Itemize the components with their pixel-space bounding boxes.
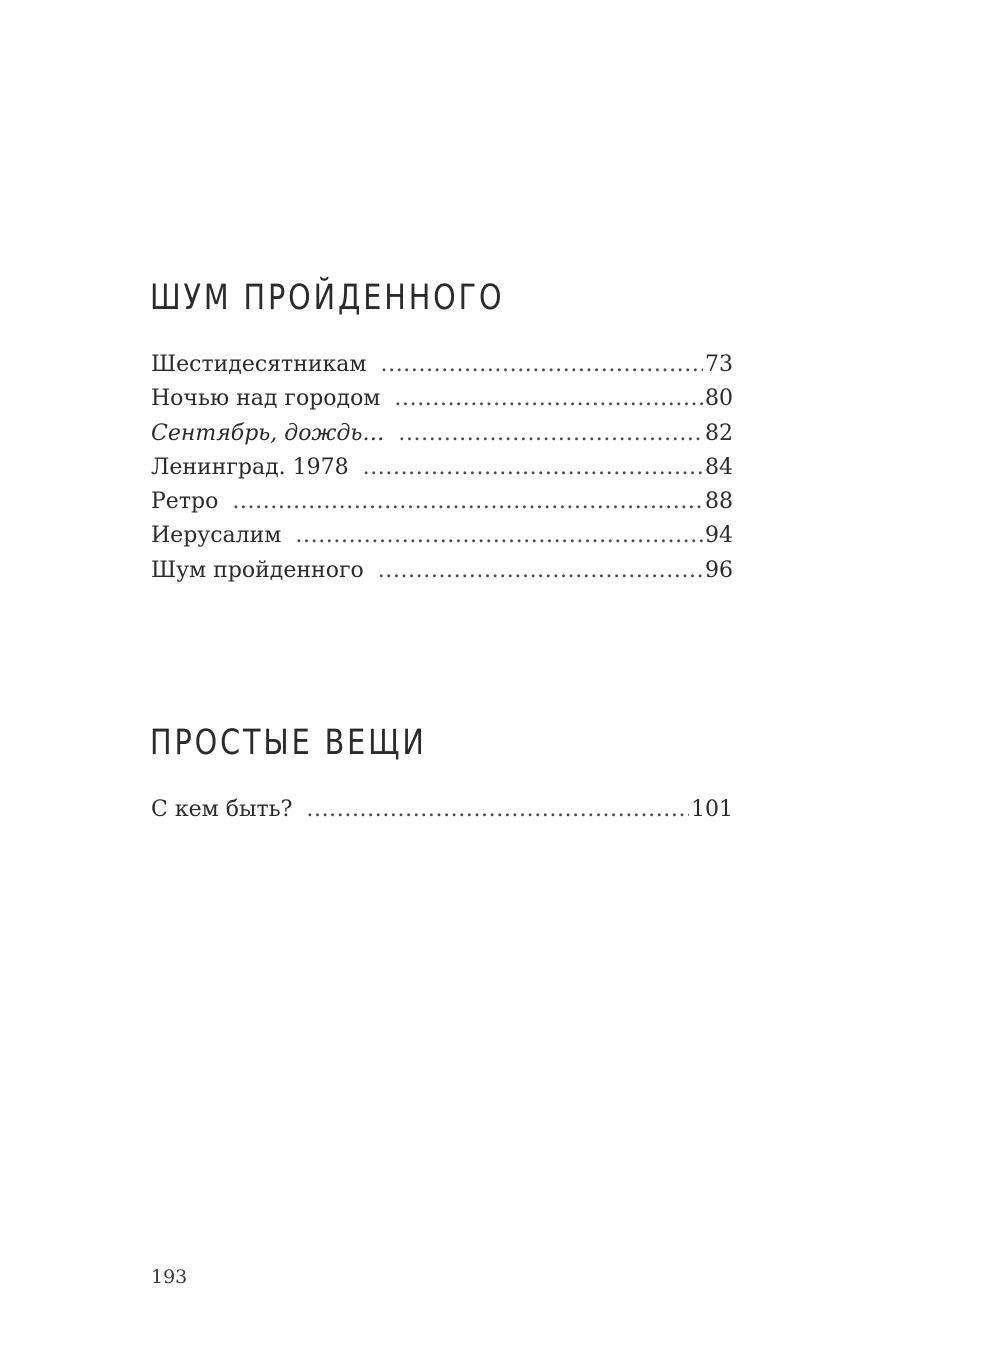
dot-leader: [306, 797, 689, 822]
toc-entry: [151, 558, 733, 592]
entry-title: Ретро: [151, 489, 219, 515]
toc-entry: [151, 352, 733, 386]
dot-leader: [378, 558, 703, 583]
entry-title: Сентябрь, дождь…: [151, 420, 385, 446]
dot-leader: [398, 421, 703, 446]
dot-leader: [394, 386, 703, 411]
entry-title: Ночью над городом: [151, 386, 381, 412]
section-title: ШУМ ПРОЙДЕННОГО: [150, 278, 505, 318]
toc-entry: [151, 523, 733, 557]
toc-entry: [151, 489, 733, 523]
entry-page-number: 82: [705, 420, 733, 446]
entry-page-number: 96: [705, 557, 733, 583]
dot-leader: [232, 489, 703, 514]
toc-entry: [151, 386, 733, 420]
entry-title: Ленинград. 1978: [151, 454, 349, 480]
page-number: 193: [151, 1266, 188, 1288]
entry-title: Шестидесятникам: [151, 352, 367, 377]
entry-title: Иерусалим: [151, 523, 282, 549]
entry-title: С кем быть?: [151, 797, 293, 822]
entry-page-number: 80: [705, 386, 733, 412]
dot-leader: [295, 523, 703, 548]
entry-page-number: 94: [705, 523, 733, 549]
entry-page-number: 73: [705, 352, 733, 377]
toc-list: [151, 797, 733, 831]
dot-leader: [381, 352, 703, 377]
entry-page-number: 88: [705, 489, 733, 515]
toc-entry: [151, 421, 733, 455]
section-title: ПРОСТЫЕ ВЕЩИ: [150, 723, 427, 763]
entry-page-number: 101: [691, 797, 733, 822]
entry-title: Шум пройденного: [151, 557, 364, 583]
toc-entry: [151, 455, 733, 489]
dot-leader: [363, 455, 703, 480]
toc-list: [151, 352, 733, 592]
entry-page-number: 84: [705, 454, 733, 480]
toc-entry: [151, 797, 733, 831]
